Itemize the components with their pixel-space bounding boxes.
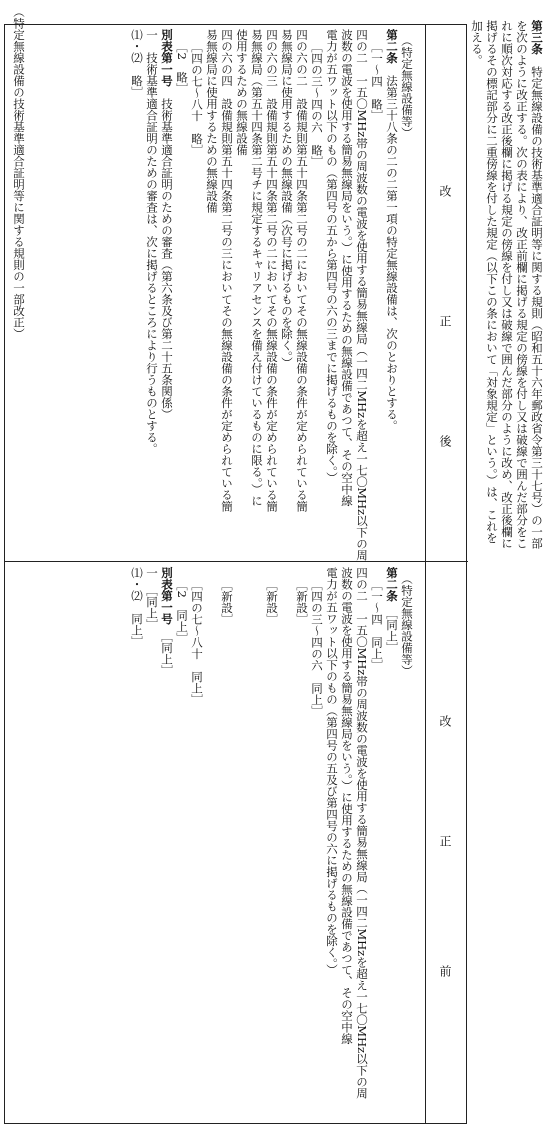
intro-title: （特定無線設備の技術基準適合証明等に関する規則の一部改正）	[12, 6, 26, 340]
before-line-12: ［2 同上］	[175, 579, 189, 644]
before-line-6: 電力が五ワット以下のもの（第四号の五及び第四号の六に掲げるものを除く。）	[325, 567, 339, 976]
before-line-11: ［四の七～八十 同上］	[190, 579, 204, 706]
intro-article: 第三条	[530, 20, 544, 55]
before-line-5: 波数の電波を使用する簡易無線局をいう。）に使用するための無線設備であつて、その空中線	[340, 567, 354, 1045]
after-line-13: 四の六の四 設備規則第五十四条第二号の三においてその無線設備の条件が定められている簡	[220, 29, 234, 512]
after-line-16: ［2 略］	[175, 41, 189, 95]
before-appendix-text: ［同上］	[160, 636, 174, 677]
before-line-2	[384, 567, 399, 653]
after-line-4: 四の二 一五〇MHz帯の周波数の電波を使用する簡易無線局（一四二MHzを超え一七〇MHz以下の周	[355, 29, 369, 562]
after-line-5: 波数の電波を使用する簡易無線局をいう。）に使用するための無線設備であつて、その空中線	[340, 29, 354, 507]
after-line-7: ［四の三～四の六 略］	[310, 41, 324, 168]
after-line-6: 電力が五ワット以下のもの（第四号の五から第四号の六の三までに掲げるものを除く。）	[325, 29, 339, 484]
before-line-15: ⑴・⑵ 同上］	[130, 567, 144, 648]
after-article-text: 法第三十八条の二の二第一項の特定無線設備は、次のとおりとする。	[385, 75, 399, 432]
before-line-3: ［一～四 同上］	[370, 579, 384, 671]
header-before-1: 改	[438, 715, 452, 727]
after-line-1: （特定無線設備等）	[400, 35, 414, 139]
after-line-11: 易無線局（第五十四条第二号チに規定するキャリアセンスを備え付けているものに限る。）に	[250, 29, 264, 507]
before-article-text: ［同上］	[385, 613, 399, 654]
intro-text: 特定無線設備の技術基準適合証明等に関する規則（昭和五十六年郵政省令第三十七号）の一部を次のように改正する。次の表により、改正前欄に掲げる規定の傍線を付し又は破線で囲んだ部分をこれに順次対応する改正後欄に掲げる規定の傍線を付し又は破線で囲んだ部分のように改め、改正後欄に掲げるその標記部分に二重傍線を付した規定（以下この条において「対象規定」という。）は、これを加える。	[470, 20, 544, 549]
after-appendix: 別表第一号	[160, 29, 174, 87]
header-after-1: 改	[438, 185, 452, 197]
after-line-19: ⑴・⑵ 略］	[130, 29, 144, 98]
after-line-18: 一 技術基準適合証明のための審査は、次に掲げるところにより行うものとする。	[145, 29, 159, 455]
header-before-2: 正	[438, 835, 452, 847]
comparison-table	[4, 24, 467, 1124]
after-line-15: ［四の七～八十 略］	[190, 41, 204, 156]
section-divider	[5, 561, 468, 562]
before-line-14: 一 ［同上］	[145, 567, 159, 631]
header-before-3: 前	[438, 965, 452, 977]
before-appendix: 別表第一号	[160, 567, 174, 625]
after-line-17	[159, 29, 174, 420]
header-after-2: 正	[438, 315, 452, 327]
before-line-8: ［新設］	[295, 579, 309, 625]
after-line-9: 易無線局に使用するための無線設備（次号に掲げるものを除く。）	[280, 29, 294, 369]
before-line-10: ［新設］	[220, 579, 234, 625]
after-article: 第二条	[385, 29, 399, 64]
after-line-12: 使用するための無線設備	[235, 29, 249, 156]
header-after-3: 後	[438, 435, 452, 447]
before-article: 第二条	[385, 567, 399, 602]
before-line-7: ［四の三～四の六 同上］	[310, 579, 324, 717]
intro-body	[470, 20, 544, 550]
header-column	[425, 25, 466, 1123]
before-line-4: 四の二 一五〇MHz帯の周波数の電波を使用する簡易無線局（一四二MHzを超え一七〇MHz以下の周	[355, 567, 369, 1100]
after-line-2	[384, 29, 399, 432]
before-line-13	[159, 567, 174, 676]
after-line-14: 易無線局に使用するための無線設備	[205, 29, 219, 213]
after-line-10: 四の六の三 設備規則第五十四条第二号の二においてその無線設備の条件が定められている簡	[265, 29, 279, 512]
before-line-9: ［新設］	[265, 579, 279, 625]
before-line-1: （特定無線設備等）	[400, 573, 414, 677]
after-line-8: 四の六の二 設備規則第五十四条第二号の二においてその無線設備の条件が定められている簡	[295, 29, 309, 512]
after-appendix-text: 技術基準適合証明のための審査（第六条及び第二十五条関係）	[160, 98, 174, 420]
after-line-3: ［一～四 略］	[370, 41, 384, 122]
